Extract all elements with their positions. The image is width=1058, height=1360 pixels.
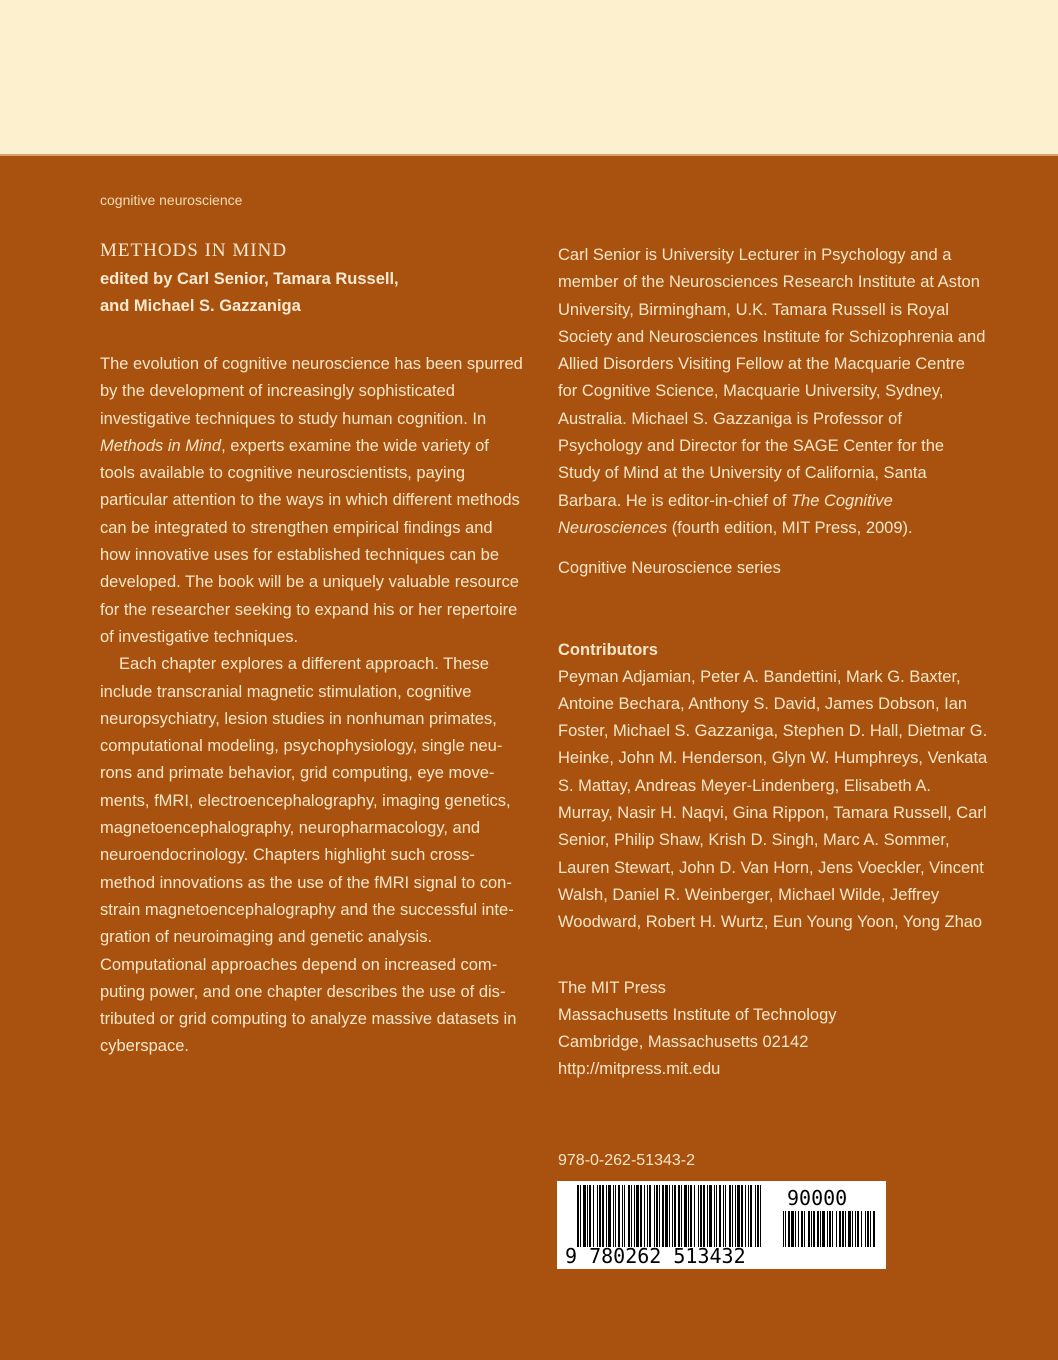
barcode-graphic — [557, 1181, 886, 1269]
contributors-list: Peyman Adjamian, Peter A. Bandettini, Mark G. Baxter, Antoine Bechara, Anthony S. David, James Dobson, Ian Foster, Michael S. Gazzaniga, Stephen D. Hall, Dietmar G. Heinke, John M. Henderson, Glyn W. Humphreys, Venkata S. Mattay, Andreas Meyer-Lindenberg, Elisabeth A. Murray, Nasir H. Naqvi, Gina Rippon, Tamara Russell, Carl Senior, Philip Shaw, Krish D. Singh, Marc A. Sommer, Lauren Stewart, John D. Van Horn, Jens Voeckler, Vincent Walsh, Daniel R. Weinberger, Michael Wilde, Jeffrey Woodward, Robert H. Wurtz, Eun Young Yoon, Yong Zhao — [558, 667, 988, 932]
barcode-bar — [760, 1185, 761, 1255]
barcode — [557, 1181, 886, 1269]
barcode-bar — [755, 1185, 756, 1255]
right-column — [558, 240, 988, 1084]
top-cream-band — [0, 0, 1058, 156]
publisher-institute: Massachusetts Institute of Technology — [558, 1005, 837, 1024]
editors-line-2: and Michael S. Gazzaniga — [100, 297, 301, 315]
publisher-url: http://mitpress.mit.edu — [558, 1060, 721, 1079]
contributors-heading: Contributors — [558, 640, 658, 659]
description-text-1a: The evolution of cognitive neuroscience has been spurred by the development of increasingly sophisticated investigative techniques to study human cognition. In — [100, 355, 523, 428]
barcode-bar — [748, 1185, 749, 1255]
barcode-bar — [750, 1185, 752, 1255]
series-line: Cognitive Neuroscience series — [558, 559, 781, 578]
book-title: METHODS IN MIND — [100, 240, 288, 261]
description-paragraph-1 — [100, 351, 524, 651]
about-italic-title: The Cognitive Neurosciences — [558, 491, 893, 537]
left-column — [100, 240, 524, 1061]
barcode-main-digits: 9 780262 513432 — [565, 1244, 746, 1268]
about-text-b: (fourth edition, MIT Press, 2009). — [667, 518, 913, 537]
about-editors-paragraph — [558, 242, 988, 542]
series-label: cognitive neuroscience — [100, 192, 243, 208]
description-text-1b: , experts examine the wide variety of tools available to cognitive neuroscientists, paying particular attention to the ways in which different methods can be integrated to strengthen empirical findings and how innovative uses for established techniques can be developed. The book will be a uniquely valuable resource for the researcher seeking to expand his or her repertoire of investigative techniques. — [100, 436, 520, 646]
about-text-a: Carl Senior is University Lecturer in Psychology and a member of the Neurosciences Research Institute at Aston University, Birmingham, U.K. Tamara Russell is Royal Society and Neurosciences Institute for Schizophrenia and Allied Disorders Visiting Fellow at the Macquarie Centre for Cognitive Science, Macquarie University, Sydney, Australia. Michael S. Gazzaniga is Professor of Psychology and Director for the SAGE Center for the Study of Mind at the University of California, Santa Barbara. He is editor-in-chief of — [558, 246, 986, 510]
description-paragraph-2: Each chapter explores a different approach. These include transcranial magnetic stimulation, cognitive neuropsychiatry, lesion studies in nonhuman primates, computational modeling, psychophysiology, single neurons and primate behavior, grid computing, eye movements, fMRI, electroencephalography, imaging genetics, magnetoencephalography, neuropharmacology, and neuroendocrinology. Chapters highlight such cross-method innovations as the use of the fMRI signal to constrain magnetoencephalography and the successful integration of neuroimaging and genetic analysis. Computational approaches depend on increased computing power, and one chapter describes the use of distributed or grid computing to analyze massive datasets in cyberspace. — [100, 655, 517, 1056]
barcode-addon-digits: 90000 — [787, 1186, 848, 1210]
isbn-number: 978-0-262-51343-2 — [558, 1152, 695, 1169]
barcode-bar — [757, 1185, 759, 1255]
publisher-block — [558, 975, 988, 1084]
description-book-title-italic: Methods in Mind — [100, 436, 222, 455]
editors-line-1: edited by Carl Senior, Tamara Russell, — [100, 270, 399, 288]
publisher-name: The MIT Press — [558, 978, 666, 997]
publisher-city: Cambridge, Massachusetts 02142 — [558, 1033, 809, 1052]
